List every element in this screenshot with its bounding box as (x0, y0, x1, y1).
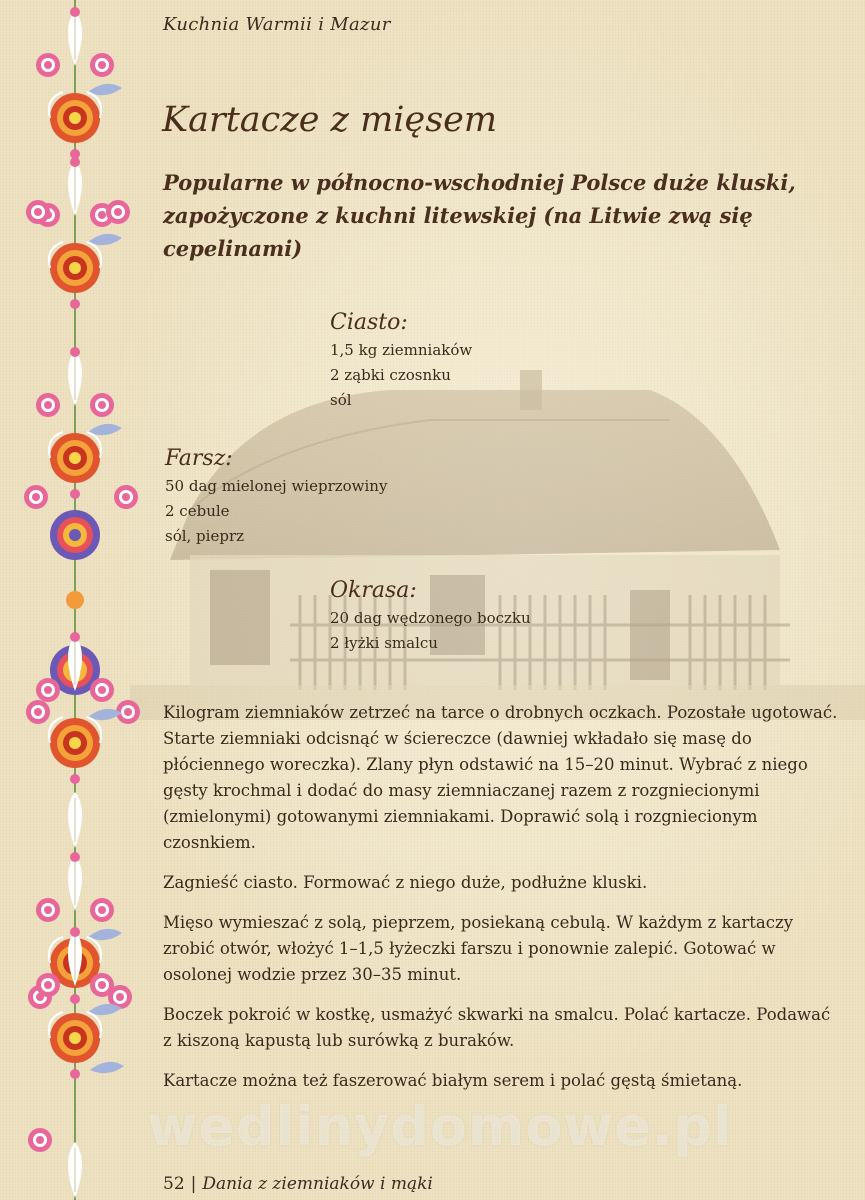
ingredient-item: 2 ząbki czosnku (330, 366, 451, 384)
recipe-title: Kartacze z mięsem (162, 100, 498, 140)
footer-separator: | (190, 1174, 197, 1194)
ingredients-heading-ciasto: Ciasto: (330, 310, 408, 335)
instruction-paragraph: Kilogram ziemniaków zetrzeć na tarce o drobnych oczkach. Pozostałe ugotować. Starte ziemniaki odcisnąć w ściereczce (dawniej wkładało się masę do płóciennego woreczka). Zlany płyn odstawić na 15–20 minut. Wybrać z niego gęsty krochmal i dodać do masy ziemniaczanej razem z rozgniecionymi (zmielonymi) gotowanymi ziemniakami. Doprawić solą i rozgniecionym czosnkiem. (163, 703, 838, 852)
recipe-subtitle: Popularne w północno-wschodniej Polsce duże kluski, zapożyczone z kuchni litewskiej (na Litwie zwą się cepelinami) (163, 170, 796, 261)
ingredients-heading-okrasa: Okrasa: (330, 578, 417, 603)
ingredient-item: 1,5 kg ziemniaków (330, 341, 473, 359)
ingredient-item: 2 łyżki smalcu (330, 634, 438, 652)
folk-floral-border (0, 0, 150, 1200)
ingredient-item: sól (330, 391, 352, 409)
page-number: 52 (163, 1174, 185, 1194)
ingredient-item: 2 cebule (165, 502, 230, 520)
ingredients-list-ciasto (330, 338, 472, 413)
instruction-paragraph: Boczek pokroić w kostkę, usmażyć skwarki na smalcu. Polać kartacze. Podawać z kiszoną kapustą lub surówką z buraków. (163, 1005, 831, 1050)
instruction-paragraph: Kartacze można też faszerować białym serem i polać gęstą śmietaną. (163, 1071, 743, 1090)
running-header: Kuchnia Warmii i Mazur (163, 14, 391, 35)
ingredients-list-okrasa (330, 606, 531, 656)
instruction-paragraph: Zagnieść ciasto. Formować z niego duże, podłużne kluski. (163, 873, 648, 892)
ingredient-item: 20 dag wędzonego boczku (330, 609, 531, 627)
ingredients-list-farsz (165, 474, 387, 549)
ingredient-item: 50 dag mielonej wieprzowiny (165, 477, 388, 495)
section-name: Dania z ziemniaków i mąki (202, 1174, 433, 1194)
ingredients-heading-farsz: Farsz: (165, 446, 233, 471)
watermark: wedlinydomowe.pl (147, 1095, 733, 1158)
instruction-paragraph: Mięso wymieszać z solą, pieprzem, posiekaną cebulą. W każdym z kartaczy zrobić otwór, włożyć 1–1,5 łyżeczki farszu i ponownie zalepić. Gotować w osolonej wodzie przez 30–35 minut. (163, 913, 794, 984)
instructions (163, 700, 838, 1108)
page-footer (163, 1174, 433, 1194)
ingredient-item: sól, pieprz (165, 527, 245, 545)
